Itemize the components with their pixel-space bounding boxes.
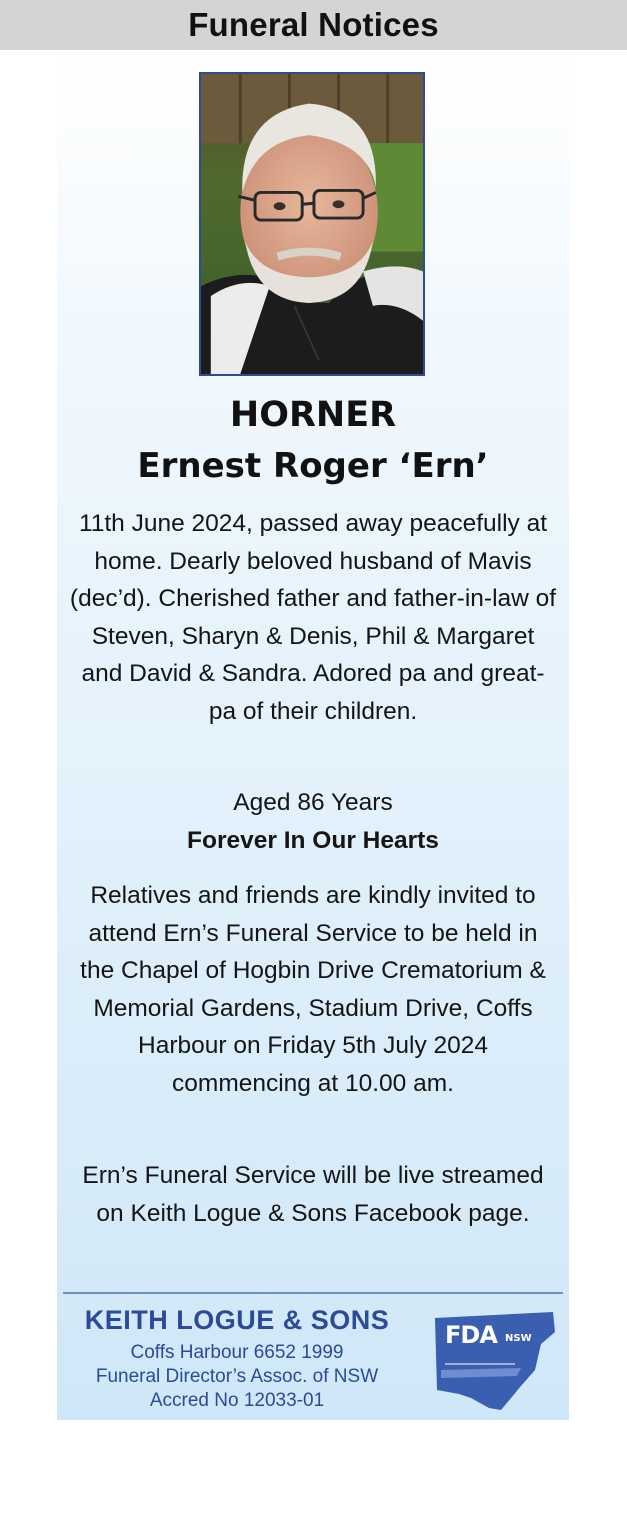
portrait-photo: [199, 72, 425, 376]
page-header: [0, 0, 627, 50]
surname: HORNER: [229, 395, 397, 435]
funeral-director-accreditation: Accred No 12033-01: [149, 1390, 325, 1411]
funeral-director-name: KEITH LOGUE & SONS: [84, 1305, 390, 1335]
funeral-notice: [57, 50, 569, 1420]
age-line: Aged 86 Years: [233, 789, 393, 816]
fda-logo-text: FDA: [445, 1321, 497, 1349]
funeral-director-phone: Coffs Harbour 6652 1999: [130, 1342, 344, 1363]
funeral-director-association: Funeral Director’s Assoc. of NSW: [95, 1366, 379, 1387]
tribute-line: Forever In Our Hearts: [187, 826, 439, 854]
nsw-logo-text: NSW: [505, 1333, 532, 1344]
death-announcement: 11th June 2024, passed away peacefully at home. Dearly beloved husband of Mavis (dec’d). Cherished father and father-in-law of Steven, Sharyn & Denis, Phil & Margaret and David & Sandra. Adored pa and great-pa of their children.: [69, 510, 557, 725]
full-name: Ernest Roger ‘Ern’: [137, 446, 489, 486]
livestream-notice: Ern’s Funeral Service will be live streamed on Keith Logue & Sons Facebook page.: [82, 1162, 544, 1227]
funeral-service-details: Relatives and friends are kindly invited to attend Ern’s Funeral Service to be held in the Chapel of Hogbin Drive Crematorium & Memorial Gardens, Stadium Drive, Coffs Harbour on Friday 5th July 2024 commencing at 10.00 am.: [80, 882, 546, 1097]
page-title: Funeral Notices: [188, 6, 439, 43]
age-and-tribute: [69, 784, 557, 859]
divider: [63, 1292, 563, 1294]
portrait-image: [201, 74, 423, 374]
